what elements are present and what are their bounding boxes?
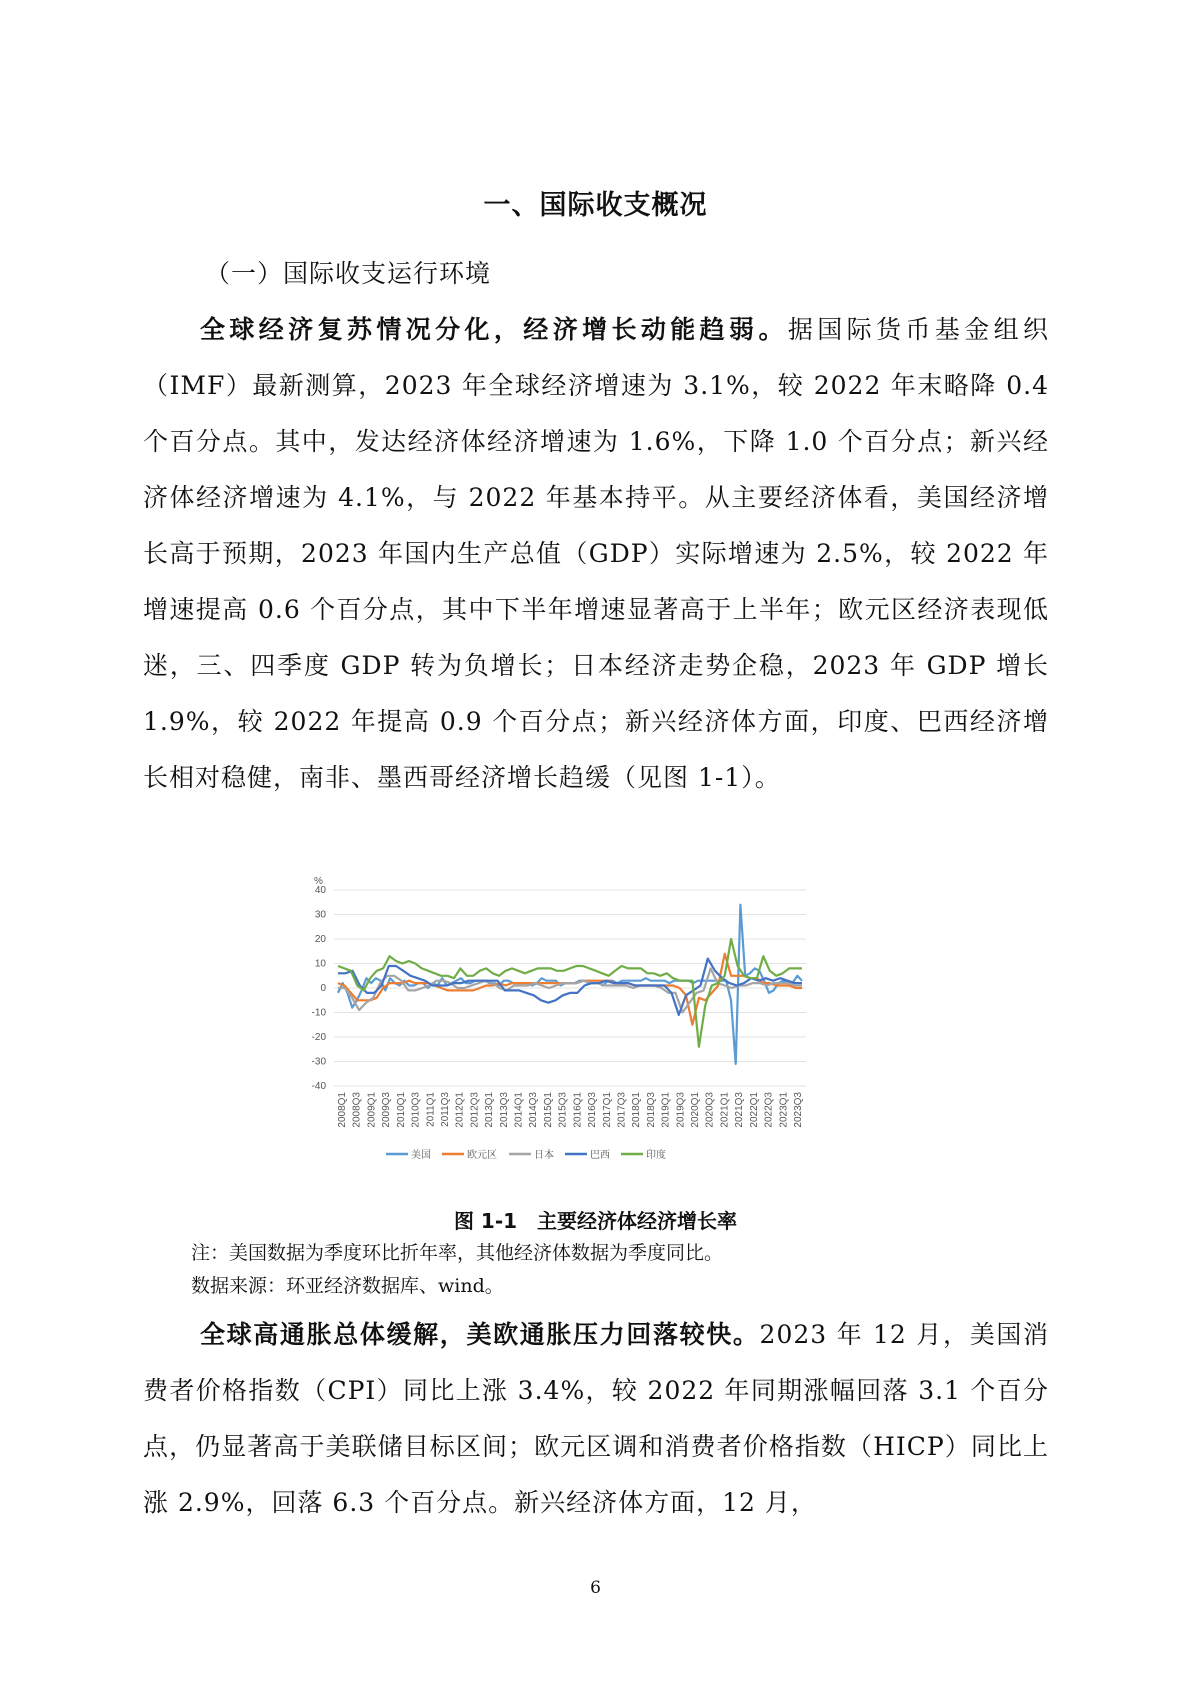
legend-label: 巴西 [590, 1150, 610, 1161]
y-tick-label: 0 [320, 983, 326, 994]
paragraph-inflation [143, 1307, 1049, 1531]
section-heading: 一、国际收支概况 [483, 190, 708, 221]
x-tick-label: 2023Q3 [793, 1092, 804, 1128]
figure-source: 数据来源：环亚经济数据库、wind。 [191, 1275, 504, 1297]
x-tick-label: 2019Q1 [660, 1092, 672, 1128]
y-tick-label: 40 [314, 885, 326, 896]
x-tick-label: 2019Q3 [675, 1092, 687, 1128]
gdp-growth-chart [296, 866, 906, 1182]
legend-label: 欧元区 [467, 1150, 497, 1161]
x-tick-label: 2020Q1 [690, 1092, 702, 1128]
x-tick-label: 2021Q1 [719, 1092, 731, 1128]
x-tick-label: 2014Q1 [513, 1092, 525, 1128]
x-tick-label: 2020Q3 [704, 1092, 716, 1128]
x-tick-label: 2010Q3 [410, 1092, 422, 1128]
subsection-heading: （一）国际收支运行环境 [205, 259, 492, 288]
legend-label: 日本 [534, 1150, 554, 1161]
x-tick-label: 2016Q3 [587, 1092, 599, 1128]
x-tick-label: 2009Q3 [381, 1092, 393, 1128]
x-tick-label: 2022Q1 [748, 1092, 760, 1128]
y-tick-label: -30 [311, 1056, 326, 1068]
x-tick-label: 2011Q3 [439, 1092, 451, 1127]
x-tick-label: 2018Q3 [645, 1092, 657, 1128]
legend-label: 美国 [411, 1150, 431, 1161]
x-tick-label: 2010Q1 [395, 1092, 407, 1128]
x-tick-label: 2012Q3 [469, 1092, 481, 1128]
paragraph-lead: 全球经济复苏情况分化，经济增长动能趋弱。 [200, 315, 788, 344]
y-tick-label: -40 [311, 1081, 326, 1092]
x-tick-label: 2015Q3 [557, 1092, 569, 1128]
x-tick-label: 2017Q1 [601, 1092, 613, 1128]
y-unit-label: % [314, 876, 323, 887]
x-tick-label: 2017Q3 [616, 1092, 628, 1128]
paragraph-lead: 全球高通胀总体缓解，美欧通胀压力回落较快。 [200, 1320, 760, 1349]
paragraph-growth [143, 302, 1049, 806]
x-tick-label: 2008Q1 [337, 1092, 348, 1128]
x-tick-label: 2011Q1 [425, 1092, 437, 1127]
figure-title: 图 1-1 主要经济体经济增长率 [453, 1209, 738, 1233]
page-number: 6 [590, 1578, 601, 1598]
y-tick-label: 30 [314, 909, 326, 921]
paragraph-body: 据国际货币基金组织（IMF）最新测算，2023 年全球经济增速为 3.1%，较 2022 年末略降 0.4 个百分点。其中，发达经济体经济增速为 1.6%，下降 1.0 个百分点；新兴经济体经济增速为 4.1%，与 2022 年基本持平。从主要经济体看，美国经济增长高于预期，2023 年国内生产总值（GDP）实际增速为 2.5%，较 2022 年增速提高 0.6 个百分点，其中下半年增速显著高于上半年；欧元区经济表现低迷，三、四季度 GDP 转为负增长；日本经济走势企稳，2023 年 GDP 增长 1.9%，较 2022 年提高 0.9 个百分点；新兴经济体方面，印度、巴西经济增长相对稳健，南非、墨西哥经济增长趋缓（见图 1-1）。 [143, 315, 1049, 792]
x-tick-label: 2018Q1 [631, 1092, 643, 1128]
x-tick-label: 2013Q1 [484, 1092, 496, 1128]
x-tick-label: 2012Q1 [454, 1092, 466, 1128]
x-tick-label: 2014Q3 [528, 1092, 540, 1128]
figure-note: 注：美国数据为季度环比折年率，其他经济体数据为季度同比。 [191, 1242, 724, 1264]
x-tick-label: 2023Q1 [778, 1092, 790, 1128]
paragraph-body: 2023 年 12 月，美国消费者价格指数（CPI）同比上涨 3.4%，较 2022 年同期涨幅回落 3.1 个百分点，仍显著高于美联储目标区间；欧元区调和消费者价格指数（HICP）同比上涨 2.9%，回落 6.3 个百分点。新兴经济体方面，12 月， [143, 1320, 1049, 1517]
y-tick-label: 20 [314, 934, 326, 945]
y-tick-label: -20 [311, 1032, 326, 1043]
x-tick-label: 2009Q1 [366, 1092, 378, 1128]
x-tick-label: 2022Q3 [763, 1092, 775, 1128]
x-tick-label: 2013Q3 [498, 1092, 510, 1128]
y-tick-label: 10 [314, 958, 326, 970]
y-tick-label: -10 [311, 1007, 326, 1019]
x-tick-label: 2021Q3 [734, 1092, 746, 1128]
x-tick-label: 2008Q3 [351, 1092, 363, 1128]
legend-label: 印度 [646, 1150, 666, 1161]
x-tick-label: 2016Q1 [572, 1092, 584, 1128]
x-tick-label: 2015Q1 [542, 1092, 554, 1128]
